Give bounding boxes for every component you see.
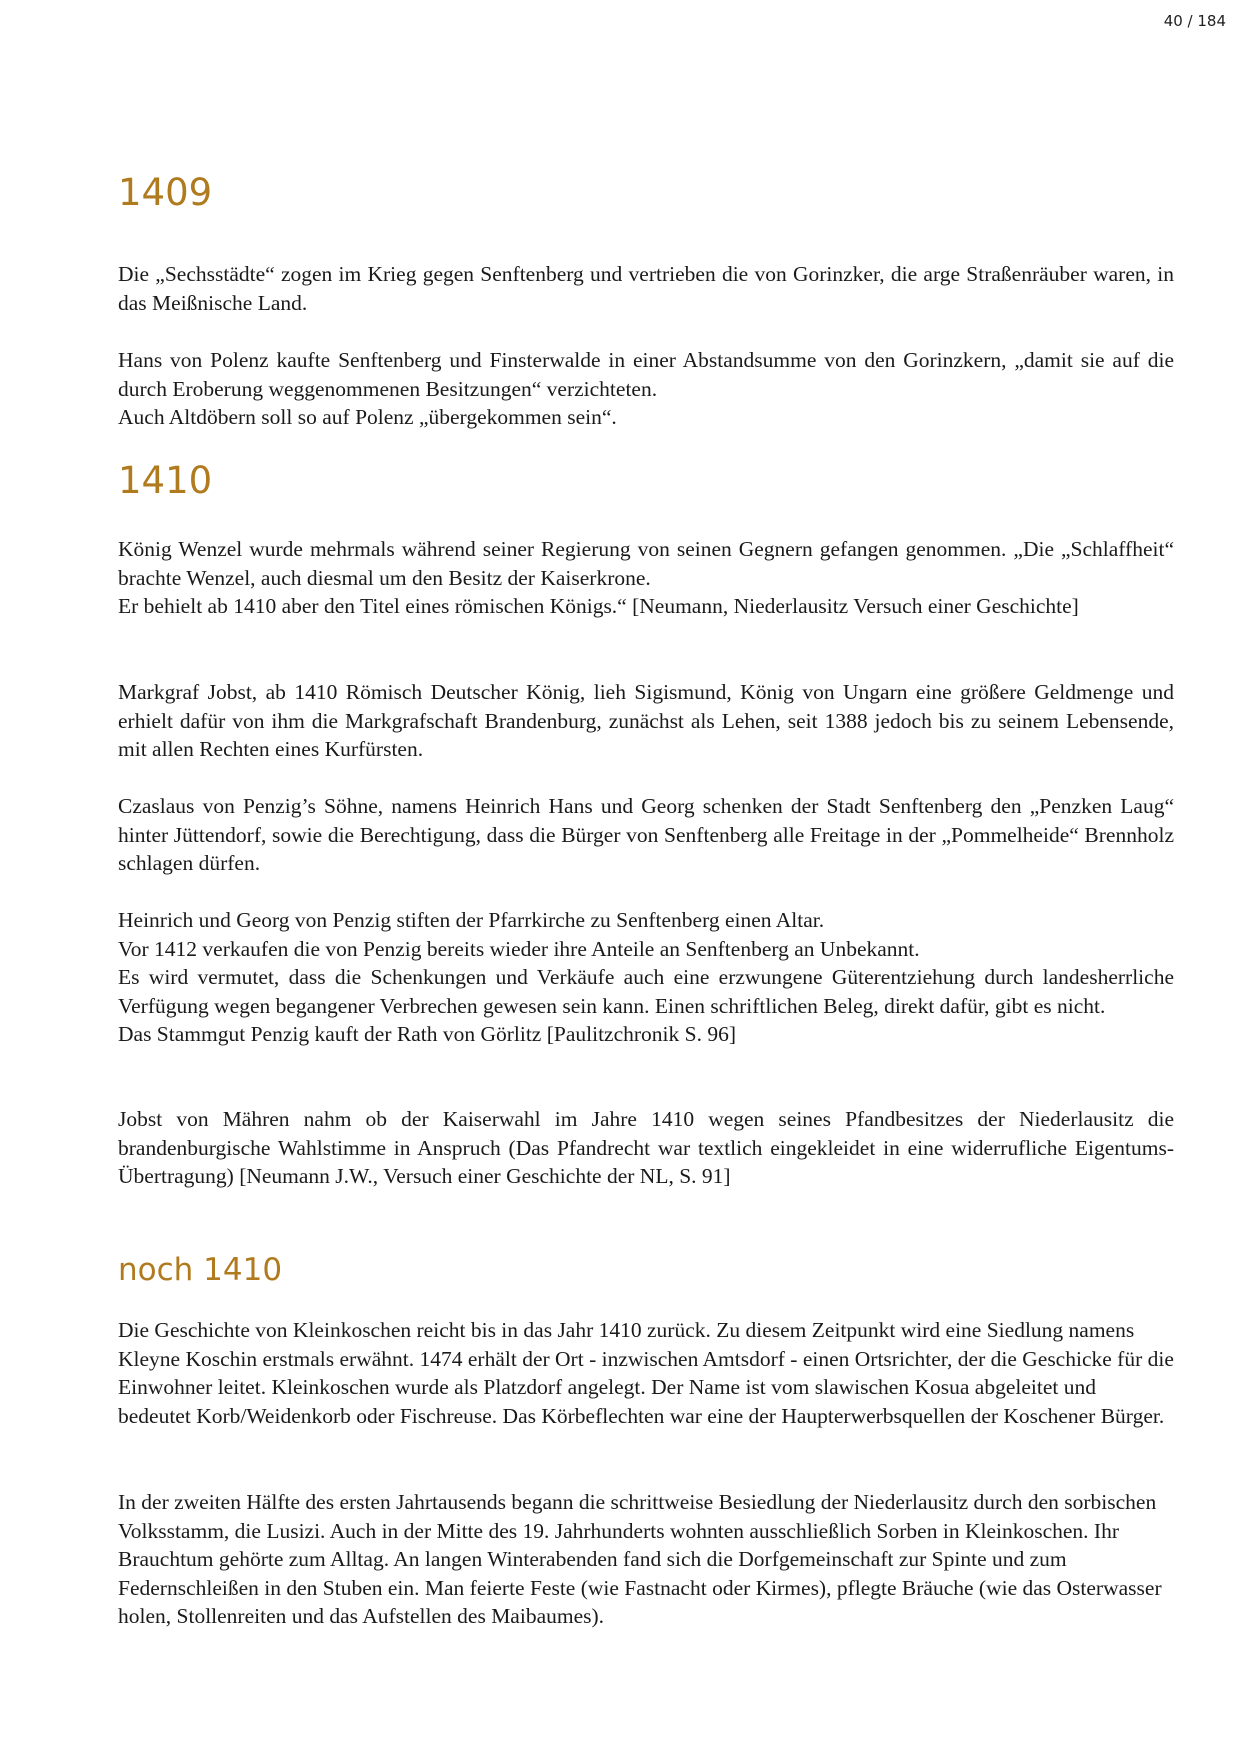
paragraph-text: Das Stammgut Penzig kauft der Rath von Görlitz [Paulitzchronik S. 96]	[118, 1022, 737, 1047]
section-heading-1410: 1410	[118, 459, 213, 502]
paragraph-text: Es wird vermutet, dass die Schenkungen und Verkäufe auch eine erzwungene Güterentziehung durch landesherrliche Verfügung wegen begangener Verbrechen gewesen sein kann. Einen schriftlichen Beleg, direkt dafür, gibt es nicht.	[118, 965, 1174, 1018]
paragraph-text: In der zweiten Hälfte des ersten Jahrtausends begann die schrittweise Besiedlung der Niederlausitz durch den sorbischen Volksstamm, die Lusizi. Auch in der Mitte des 19. Jahrhunderts wohnten ausschließlich Sorben in Kleinkoschen. Ihr Brauchtum gehörte zum Alltag. An langen Winterabenden fand sich die Dorfgemeinschaft zur Spinte und zum Federnschleißen in den Stuben ein. Man feierte Feste (wie Fastnacht oder Kirmes), pflegte Bräuche (wie das Osterwasser holen, Stollenreiten und das Aufstellen des Maibaumes).	[118, 1490, 1162, 1629]
paragraph	[118, 260, 1174, 317]
paragraph-text: Czaslaus von Penzig’s Söhne, namens Heinrich Hans und Georg schenken der Stadt Senftenberg den „Penzken Laug“ hinter Jüttendorf, sowie die Berechtigung, dass die Bürger von Senftenberg alle Freitage in der „Pommelheide“ Brennholz schlagen dürfen.	[118, 794, 1174, 876]
paragraph	[118, 678, 1174, 764]
page-number: 40 / 184	[1163, 12, 1226, 30]
paragraph-text: Die Geschichte von Kleinkoschen reicht bis in das Jahr 1410 zurück. Zu diesem Zeitpunkt wird eine Siedlung namens Kleyne Koschin erstmals erwähnt. 1474 erhält der Ort - inzwischen Amtsdorf - einen Ortsrichter, der die Geschicke für die Einwohner leitet. Kleinkoschen wurde als Platzdorf angelegt. Der Name ist vom slawischen Kosua abgeleitet und bedeutet Korb/Weidenkorb oder Fischreuse. Das Körbeflechten war eine der Haupterwerbsquellen der Koschener Bürger.	[118, 1318, 1174, 1428]
paragraph-text: Auch Altdöbern soll so auf Polenz „übergekommen sein“.	[118, 405, 617, 430]
paragraph-text: Hans von Polenz kaufte Senftenberg und Finsterwalde in einer Abstandsumme von den Gorinzkern, „damit sie auf die durch Eroberung weggenommenen Besitzungen“ verzichteten.	[118, 348, 1174, 401]
paragraph-text: Markgraf Jobst, ab 1410 Römisch Deutscher König, lieh Sigismund, König von Ungarn eine größere Geldmenge und erhielt dafür von ihm die Markgrafschaft Brandenburg, zunächst als Lehen, seit 1388 jedoch bis zu seinem Lebensende, mit allen Rechten eines Kurfürsten.	[118, 680, 1174, 762]
paragraph-text: Heinrich und Georg von Penzig stiften der Pfarrkirche zu Senftenberg einen Altar.	[118, 908, 825, 932]
paragraph-text: Jobst von Mähren nahm ob der Kaiserwahl im Jahre 1410 wegen seines Pfandbesitzes der Niederlausitz die brandenburgische Wahlstimme in Anspruch (Das Pfandrecht war textlich eingekleidet in eine widerrufliche Eigentums-Übertragung) [Neumann J.W., Versuch einer Geschichte der NL, S. 91]	[118, 1107, 1174, 1189]
paragraph-text: Die „Sechsstädte“ zogen im Krieg gegen Senftenberg und vertrieben die von Gorinzker, die arge Straßenräuber waren, in das Meißnische Land.	[118, 262, 1174, 315]
paragraph-text: Er behielt ab 1410 aber den Titel eines römischen Königs.“ [Neumann, Niederlausitz Versuch einer Geschichte]	[118, 594, 1079, 619]
paragraph	[118, 535, 1174, 621]
section-heading-noch-1410: noch 1410	[118, 1252, 283, 1288]
paragraph-text: Vor 1412 verkaufen die von Penzig bereits wieder ihre Anteile an Senftenberg an Unbekannt.	[118, 936, 920, 961]
paragraph	[118, 1488, 1174, 1631]
paragraph-text: König Wenzel wurde mehrmals während seiner Regierung von seinen Gegnern gefangen genommen. „Die „Schlaffheit“ brachte Wenzel, auch diesmal um den Besitz der Kaiserkrone.	[118, 537, 1174, 590]
paragraph	[118, 906, 1174, 1049]
paragraph	[118, 1316, 1174, 1430]
paragraph	[118, 1105, 1174, 1191]
paragraph	[118, 792, 1174, 878]
section-heading-1409: 1409	[118, 171, 213, 214]
paragraph	[118, 346, 1174, 432]
